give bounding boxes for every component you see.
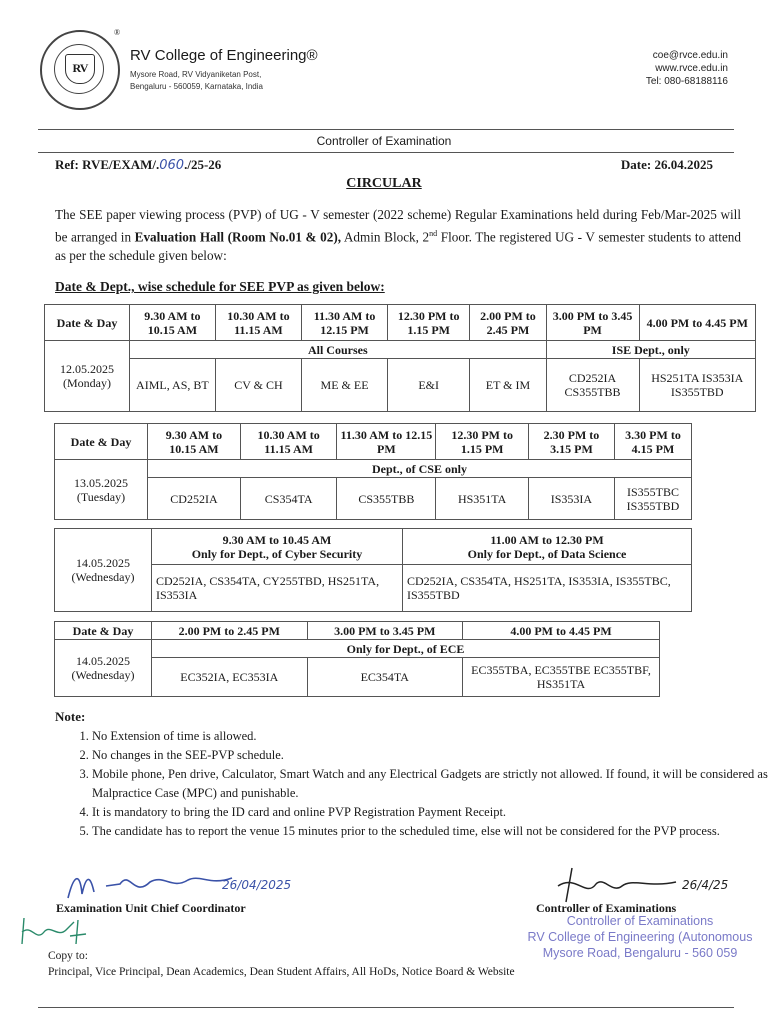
footer-divider [38,1007,734,1008]
group-header: All Courses [130,341,547,359]
schedule-cell: CD252IA [148,478,241,520]
schedule-cell: EC352IA, EC353IA [152,658,308,697]
right-signature-scribble [556,864,686,904]
header-divider [38,129,734,130]
copy-to-label: Copy to: [48,950,88,962]
schedule-cell: CD252IA, CS354TA, CY255TBD, HS251TA, IS353IA [152,565,403,612]
schedule-cell: HS251TA IS353IA IS355TBD [639,359,756,412]
day-value: (Wednesday) [71,570,135,584]
green-initials-scribble [18,914,98,950]
group-title: Only for Dept., of Cyber Security [191,546,363,561]
slot-header: 2.00 PM to 2.45 PM [470,305,546,341]
slot-header: 12.30 PM to 1.15 PM [436,424,528,460]
slot-header: 4.00 PM to 4.45 PM [463,622,660,640]
schedule-cell: EC355TBA, EC355TBE EC355TBF, HS351TA [463,658,660,697]
note-item: 5. The candidate has to report the venue 15 minutes prior to the scheduled time, else will not be considered for the PVP process. [92,822,768,841]
address-line-2: Bengaluru - 560059, Karnataka, India [130,82,263,91]
slot-header: 11.30 AM to 12.15 PM [302,305,388,341]
right-signatory-title: Controller of Examinations [536,901,677,915]
reference-number [55,157,221,173]
schedule-cell: AIML, AS, BT [130,359,216,412]
schedule-cell: CS355TBB [337,478,436,520]
note-item: 1. No Extension of time is allowed. [92,727,768,746]
stamp-line-3: Mysore Road, Bengaluru - 560 059 [542,946,738,960]
slot-time: 11.00 AM to 12.30 PM [490,532,604,547]
note-item: 4. It is mandatory to bring the ID card and online PVP Registration Payment Receipt. [92,803,768,822]
slot-header: 11.30 AM to 12.15 PM [337,424,436,460]
slot-header: 9.30 AM to 10.15 AM [130,305,216,341]
address-line-1: Mysore Road, RV Vidyaniketan Post, [130,70,262,79]
intro-text-1: The SEE paper viewing process (PVP) of UG - V semester (2022 scheme) Regular Examinations held during Feb/Mar-2025 will be arranged in [55,207,741,245]
schedule-cell: HS351TA [436,478,528,520]
left-signatory-title: Examination Unit Chief Coordinator [56,901,246,915]
intro-text-2: Admin Block, 2 [341,229,430,245]
date-cell [45,341,130,412]
left-signature-date: 26/04/2025 [222,878,292,892]
schedule-table-14-05-cs [54,528,692,612]
day-value: (Wednesday) [71,668,135,682]
intro-sup: nd [429,229,438,238]
copy-to-list: Principal, Vice Principal, Dean Academics, Dean Student Affairs, All HoDs, Notice Board & Website [48,966,515,978]
note-label: Note: [55,709,86,724]
schedule-table-14-05-ece [54,621,660,697]
college-logo [40,30,120,110]
schedule-table-12-05 [44,304,756,412]
schedule-cell: CV & CH [215,359,301,412]
schedule-cell: IS355TBC IS355TBD [615,478,692,520]
slot-header: 4.00 PM to 4.45 PM [639,305,756,341]
schedule-cell: ME & EE [302,359,388,412]
website: www.rvce.edu.in [655,63,728,74]
notes-list [60,727,768,841]
circular-date: Date: 26.04.2025 [620,157,713,172]
office-stamp [520,913,760,961]
schedule-cell: E&I [388,359,470,412]
slot-header: 2.00 PM to 2.45 PM [152,622,308,640]
circular-title: CIRCULAR [346,176,422,191]
date-cell [55,460,148,520]
schedule-heading: Date & Dept., wise schedule for SEE PVP as given below: [55,279,385,294]
group-header [403,529,692,565]
col-head-date: Date & Day [55,424,148,460]
day-value: (Monday) [63,376,111,390]
schedule-cell: CS354TA [240,478,336,520]
stamp-line-2: RV College of Engineering (Autonomous [527,930,753,944]
date-value: 14.05.2025 [76,654,130,668]
slot-header: 3.00 PM to 3.45 PM [546,305,639,341]
logo-shield: RV [65,54,95,84]
date-value: 14.05.2025 [76,556,130,570]
intro-paragraph [55,205,741,265]
office-title: Controller of Examination [316,134,452,148]
slot-time: 9.30 AM to 10.45 AM [222,532,332,547]
group-header: Dept., of CSE only [148,460,692,478]
slot-header: 10.30 AM to 11.15 AM [215,305,301,341]
schedule-cell: EC354TA [307,658,463,697]
schedule-cell: CD252IA CS355TBB [546,359,639,412]
col-head-date: Date & Day [55,622,152,640]
intro-text-3: Floor. The registered UG - V semester students to attend as per the schedule given below: [55,229,741,264]
date-value: 13.05.2025 [74,475,128,490]
note-item: 3. Mobile phone, Pen drive, Calculator, Smart Watch and any Electrical Gadgets are strictly not allowed. If found, it will be considered as Malpractice Case (MPC) and punishable. [92,765,768,803]
slot-header: 10.30 AM to 11.15 AM [240,424,336,460]
email: coe@rvce.edu.in [652,50,728,61]
right-signature-date: 26/4/25 [682,878,729,892]
stamp-line-1: Controller of Examinations [566,914,714,928]
telephone: Tel: 080-68188116 [645,76,728,87]
registered-mark: ® [114,28,121,37]
office-divider [38,152,734,153]
slot-header: 12.30 PM to 1.15 PM [388,305,470,341]
schedule-cell: CD252IA, CS354TA, HS251TA, IS353IA, IS355TBC, IS355TBD [403,565,692,612]
ref-suffix: ./25-26 [184,157,222,172]
schedule-cell: ET & IM [470,359,546,412]
slot-header: 2.30 PM to 3.15 PM [528,424,614,460]
date-value: 12.05.2025 [60,362,114,376]
college-name: RV College of Engineering® [130,47,318,64]
intro-venue: Evaluation Hall (Room No.01 & 02), [134,229,342,245]
date-cell [55,640,152,697]
group-header [152,529,403,565]
group-header: ISE Dept., only [546,341,755,359]
ref-handwritten-number: 060 [159,158,185,173]
slot-header: 9.30 AM to 10.15 AM [148,424,241,460]
left-signature-scribble [60,864,240,904]
date-cell [55,529,152,612]
schedule-table-13-05 [54,423,692,520]
group-header: Only for Dept., of ECE [152,640,660,658]
day-value: (Tuesday) [76,489,126,504]
note-item: 2. No changes in the SEE-PVP schedule. [92,746,768,765]
ref-prefix: Ref: RVE/EXAM/. [55,157,160,172]
group-title: Only for Dept., of Data Science [467,546,627,561]
slot-header: 3.00 PM to 3.45 PM [307,622,463,640]
slot-header: 3.30 PM to 4.15 PM [615,424,692,460]
col-head-date: Date & Day [45,305,130,341]
schedule-cell: IS353IA [528,478,614,520]
